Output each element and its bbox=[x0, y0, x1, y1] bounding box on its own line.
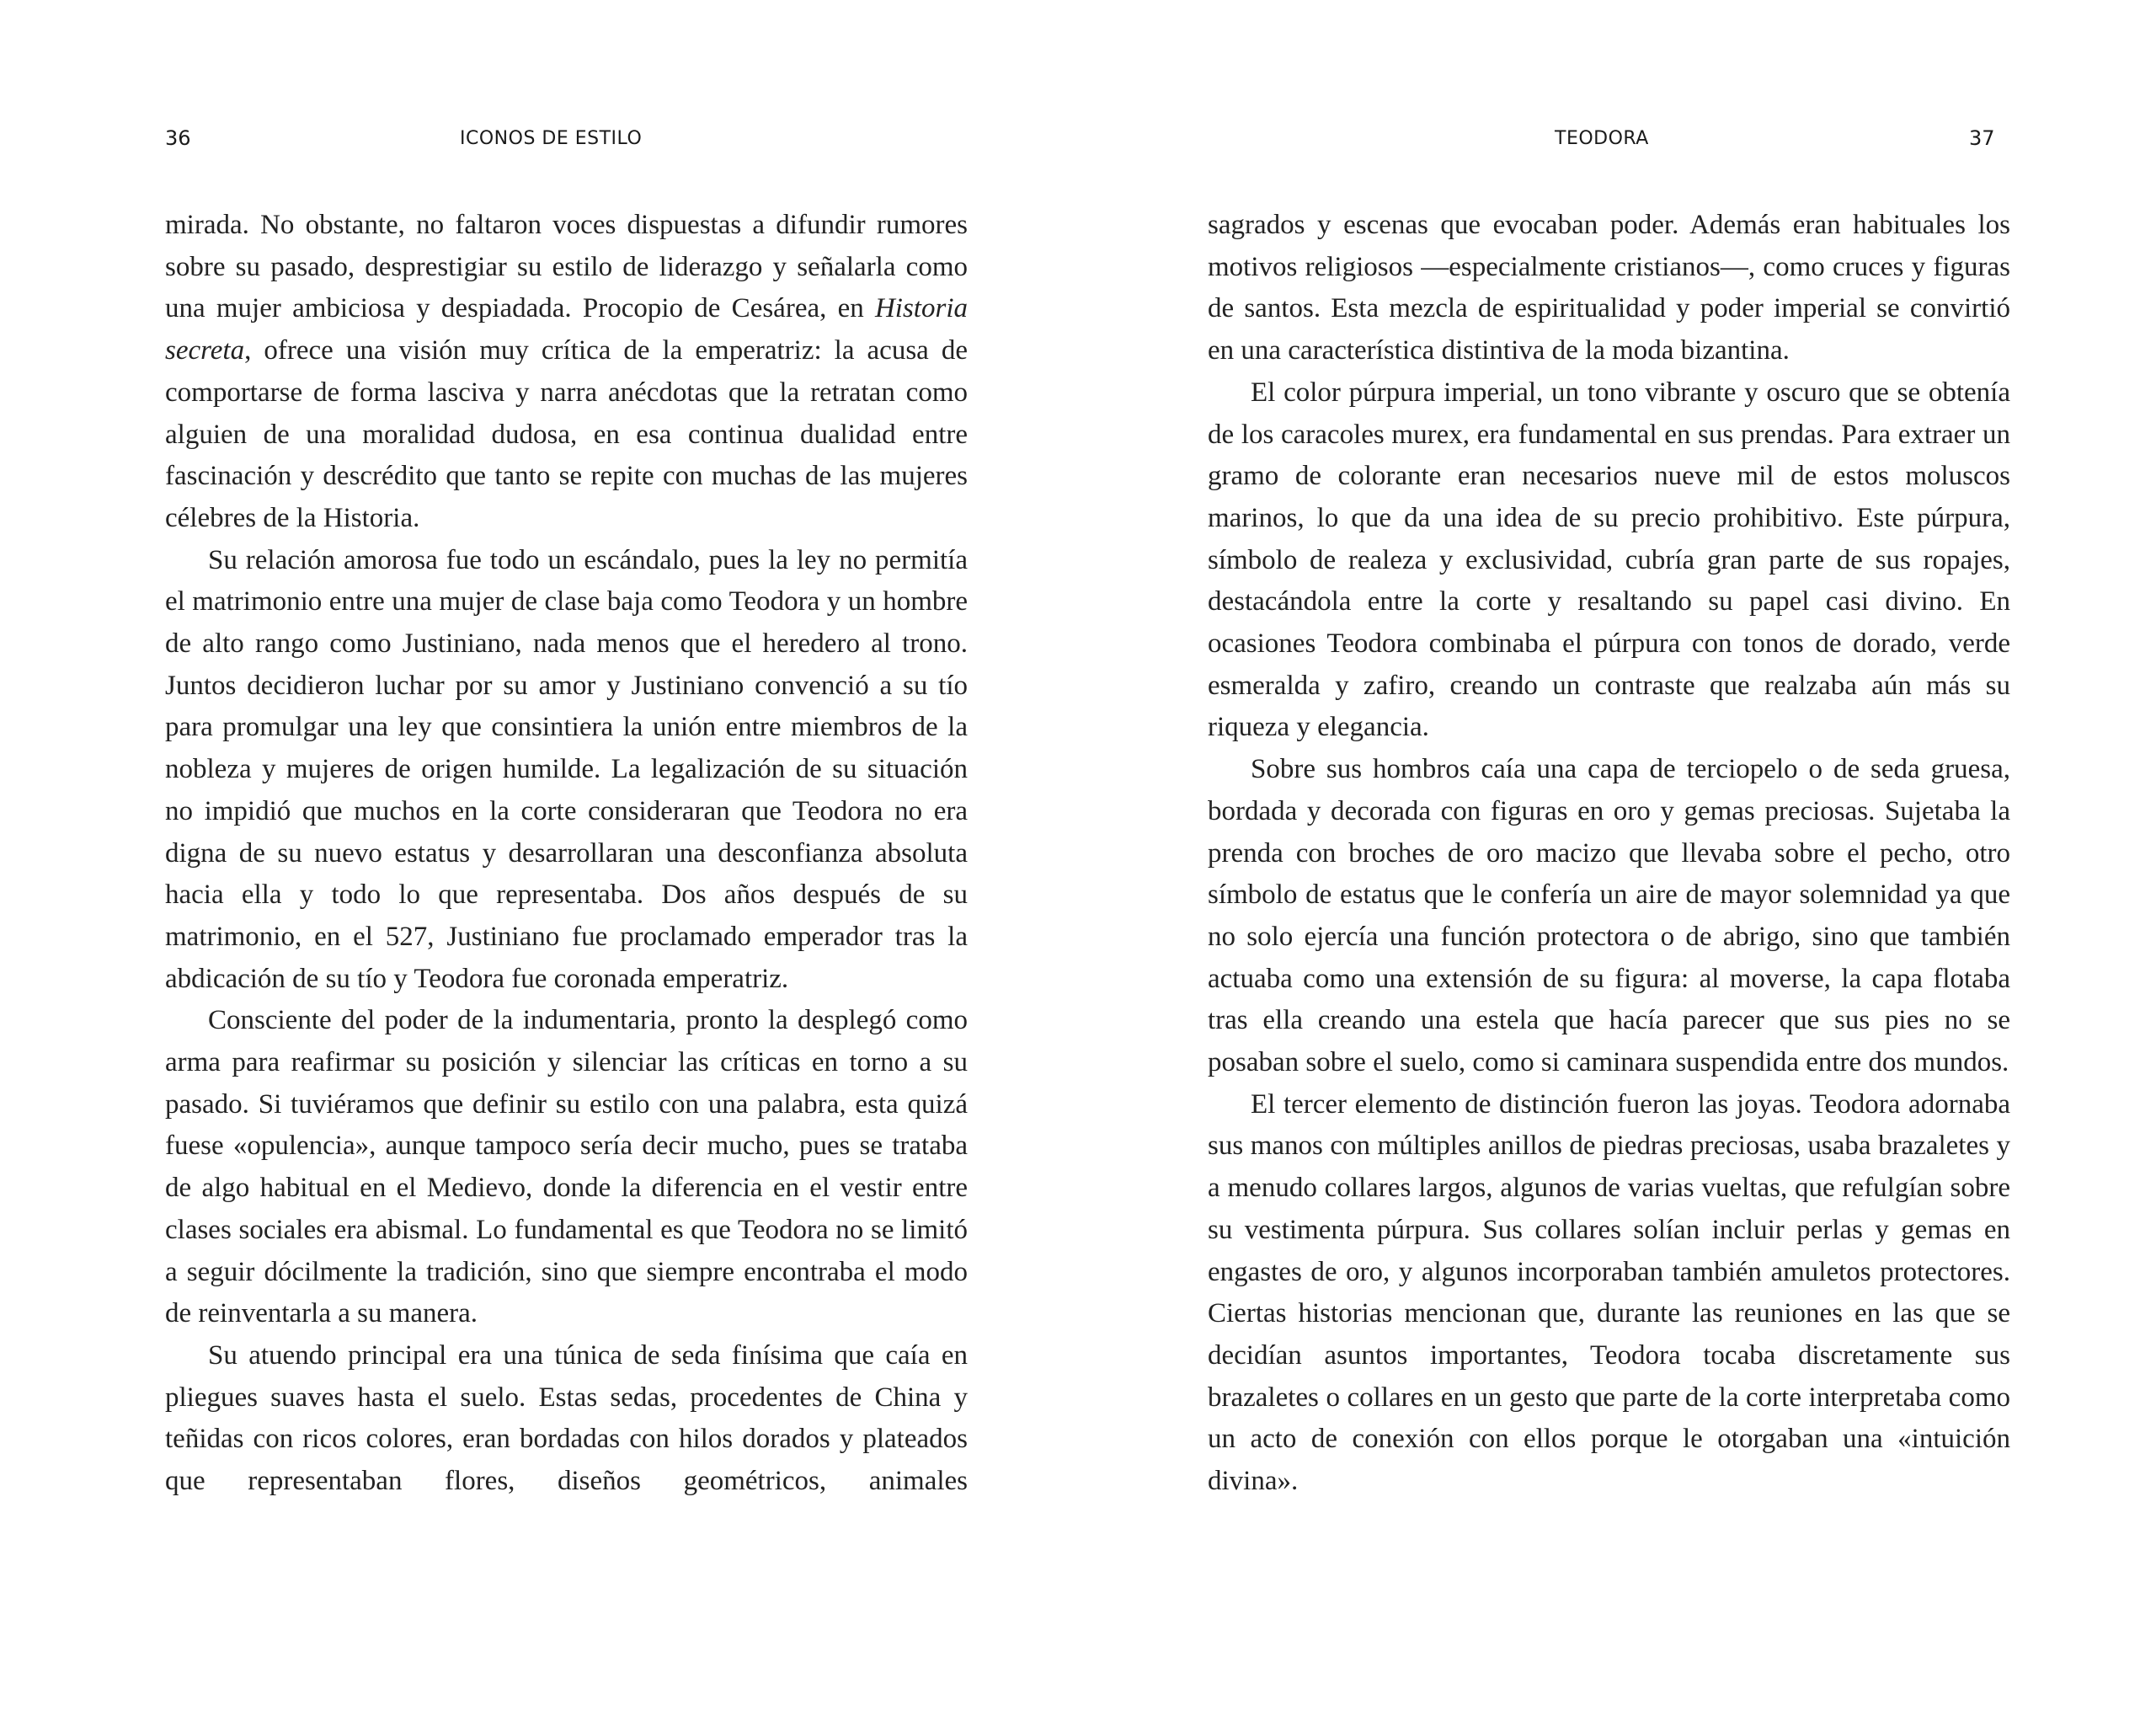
paragraph bbox=[165, 205, 968, 540]
page-number-left: 36 bbox=[165, 126, 191, 150]
paragraph: sagrados y escenas que evocaban poder. Además eran habituales los motivos religiosos —especialmente cristianos—, como cruces y figuras de santos. Esta mezcla de espiritualidad y poder imperial se convirtió en una característica distintiva de la moda bizantina. bbox=[1208, 210, 2010, 366]
running-head-left: ICONOS DE ESTILO bbox=[460, 128, 643, 149]
paragraph: Sobre sus hombros caía una capa de terciopelo o de seda gruesa, bordada y decorada con figuras en oro y gemas preciosas. Sujetaba la prenda con broches de oro macizo que llevaba sobre el pecho, otro símbolo de estatus que le confería un aire de mayor solemnidad ya que no solo ejercía una función protectora o de abrigo, sino que también actuaba como una extensión de su figura: al moverse, la capa flotaba tras ella creando una estela que hacía parecer que sus pies no se posaban sobre el suelo, como si caminara suspendida entre dos mundos. bbox=[1208, 754, 2010, 1078]
paragraph: El color púrpura imperial, un tono vibrante y oscuro que se obtenía de los caracoles murex, era fundamental en sus prendas. Para extraer un gramo de colorante eran necesarios nueve mil de estos moluscos marinos, lo que da una idea de su precio prohibitivo. Este púrpura, símbolo de realeza y exclusividad, cubría gran parte de sus ropajes, destacándola entre la corte y resaltando su papel casi divino. En ocasiones Teodora combinaba el púrpura con tonos de dorado, verde esmeralda y zafiro, creando un contraste que realzaba aún más su riqueza y elegancia. bbox=[1208, 377, 2010, 743]
running-head-right: TEODORA bbox=[1555, 128, 1649, 149]
paragraph: Su atuendo principal era una túnica de seda finísima que caía en pliegues suaves hasta el suelo. Estas sedas, procedentes de China y teñidas con ricos colores, eran bordadas con hilos dorados y plateados que representaban flores, diseños geométricos, animales bbox=[165, 1339, 968, 1497]
page-number-right: 37 bbox=[1969, 126, 1995, 150]
body-text-right bbox=[1208, 205, 2010, 1503]
right-page bbox=[1078, 0, 2156, 1716]
paragraph: Su relación amorosa fue todo un escándalo, pues la ley no permitía el matrimonio entre una mujer de clase baja como Teodora y un hombre de alto rango como Justiniano, nada menos que el heredero al trono. Juntos decidieron luchar por su amor y Justiniano convenció a su tío para promulgar una ley que consintiera la unión entre miembros de la nobleza y mujeres de origen humilde. La legalización de su situación no impidió que muchos en la corte consideraran que Teodora no era digna de su nuevo estatus y desarrollaran una desconfianza absoluta hacia ella y todo lo que representaba. Dos años después de su matrimonio, en el 527, Justiniano fue proclamado emperador tras la abdicación de su tío y Teodora fue coronada emperatriz. bbox=[165, 544, 968, 994]
paragraph-text: , ofrece una visión muy crítica de la emperatriz: la acusa de comportarse de forma lasciva y narra anécdotas que la retratan como alguien de una moralidad dudosa, en esa continua dualidad entre fascinación y descrédito que tanto se repite con muchas de las mujeres célebres de la Historia. bbox=[165, 335, 968, 533]
body-text-left bbox=[165, 205, 968, 1503]
paragraph: El tercer elemento de distinción fueron las joyas. Teodora adornaba sus manos con múltiples anillos de piedras preciosas, usaba brazaletes y a menudo collares largos, algunos de varias vueltas, que refulgían sobre su vestimenta púrpura. Sus collares solían incluir perlas y gemas en engastes de oro, y algunos incorporaban también amuletos protectores. Ciertas historias mencionan que, durante las reuniones en las que se decidían asuntos importantes, Teodora tocaba discretamente sus brazaletes o collares en un gesto que parte de la corte interpretaba como un acto de conexión con ellos porque le otorgaban una «intuición divina». bbox=[1208, 1088, 2010, 1497]
book-title: Historia secreta bbox=[165, 293, 968, 366]
paragraph: Consciente del poder de la indumentaria, pronto la desplegó como arma para reafirmar su posición y silenciar las críticas en torno a su pasado. Si tuviéramos que definir su estilo con una palabra, esta quizá fuese «opulencia», aunque tampoco sería decir mucho, pues se trataba de algo habitual en el Medievo, donde la diferencia en el vestir entre clases sociales era abismal. Lo fundamental es que Teodora no se limitó a seguir dócilmente la tradición, sino que siempre encontraba el modo de reinventarla a su manera. bbox=[165, 1005, 968, 1329]
paragraph-text: mirada. No obstante, no faltaron voces dispuestas a difundir rumores sobre su pasado, desprestigiar su estilo de liderazgo y señalarla como una mujer ambiciosa y despiadada. Procopio de Cesárea, en bbox=[165, 210, 968, 324]
